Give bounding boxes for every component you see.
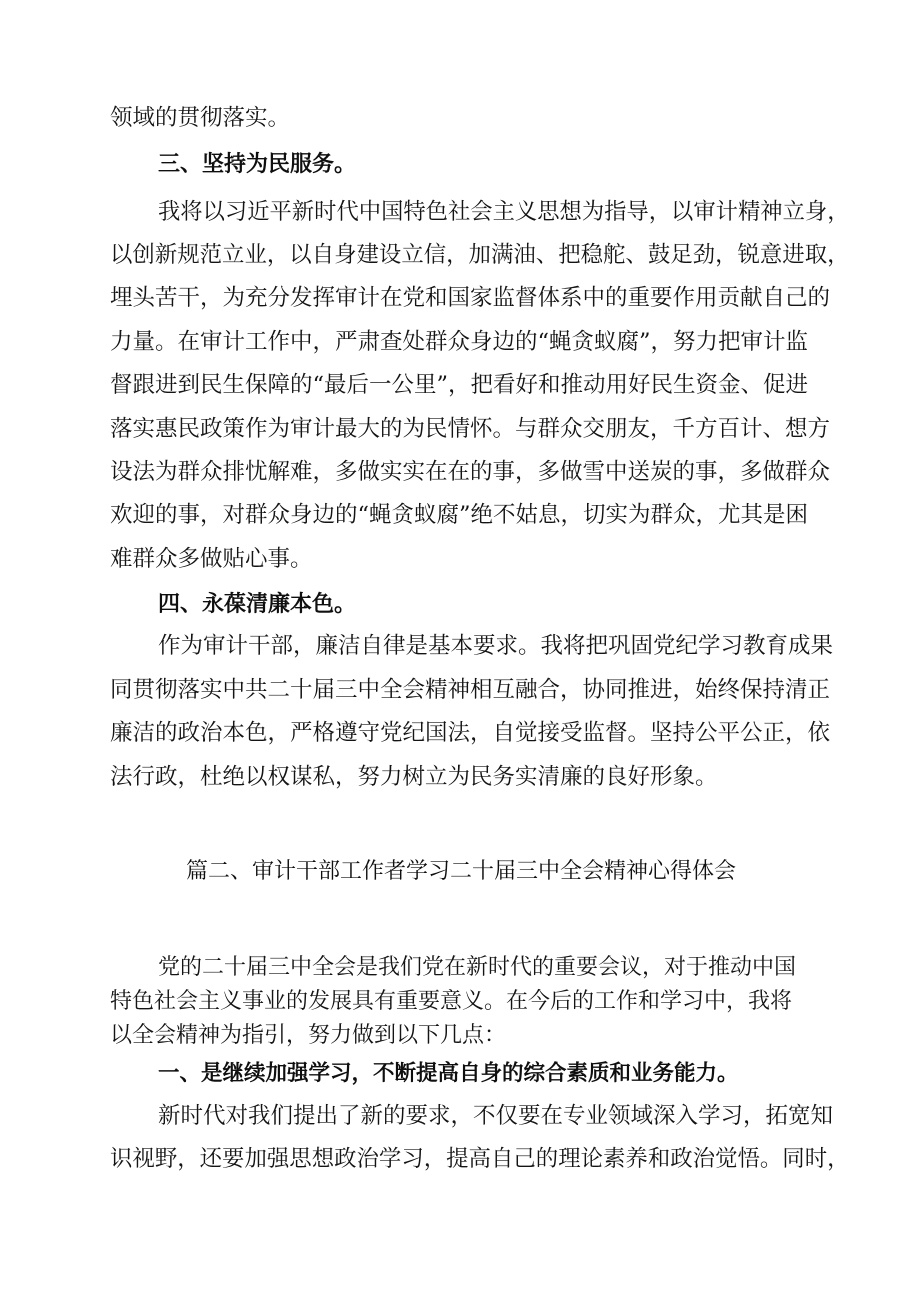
paragraph-line: 领域的贯彻落实。 [110,105,291,131]
paragraph-line: 力量。在审计工作中，严肃查处群众身边的“蝇贪蚁腐”，努力把审计监 [110,329,809,355]
paragraph-line: 新时代对我们提出了新的要求，不仅要在专业领域深入学习，拓宽知 [158,1103,834,1129]
article-title: 篇二、审计干部工作者学习二十届三中全会精神心得体会 [186,859,737,884]
paragraph-line: 作为审计干部，廉洁自律是基本要求。我将把巩固党纪学习教育成果 [158,633,834,659]
section-heading-a: 一、是继续加强学习，不断提高自身的综合素质和业务能力。 [158,1061,739,1086]
paragraph-line: 督跟进到民生保障的“最后一公里”，把看好和推动用好民生资金、促进 [110,372,809,398]
paragraph-line: 以创新规范立业，以自身建设立信，加满油、把稳舵、鼓足劲，锐意进取， [110,242,850,268]
section-heading-4: 四、永葆清廉本色。 [158,592,357,617]
paragraph-line: 以全会精神为指引，努力做到以下几点： [110,1023,507,1048]
paragraph-line: 法行政，杜绝以权谋私，努力树立为民务实清廉的良好形象。 [110,764,718,790]
section-heading-3: 三、坚持为民服务。 [158,152,357,177]
paragraph-line: 难群众多做贴心事。 [110,546,313,572]
paragraph-line: 同贯彻落实中共二十届三中全会精神相互融合，协同推进，始终保持清正 [110,677,831,703]
paragraph-line: 特色社会主义事业的发展具有重要意义。在今后的工作和学习中，我将 [110,989,793,1014]
paragraph-line: 我将以习近平新时代中国特色社会主义思想为指导，以审计精神立身， [158,199,850,225]
paragraph-line: 识视野，还要加强思想政治学习，提高自己的理论素养和政治觉悟。同时， [110,1146,850,1172]
paragraph-line: 落实惠民政策作为审计最大的为民情怀。与群众交朋友，千方百计、想方 [110,416,831,442]
paragraph-line: 设法为群众排忧解难，多做实实在在的事，多做雪中送炭的事，多做群众 [110,459,831,485]
paragraph-line: 埋头苦干，为充分发挥审计在党和国家监督体系中的重要作用贡献自己的 [110,285,831,311]
paragraph-line: 廉洁的政治本色，严格遵守党纪国法，自觉接受监督。坚持公平公正，依 [110,720,831,746]
paragraph-line: 欢迎的事，对群众身边的“蝇贪蚁腐”绝不姑息，切实为群众，尤其是困 [110,502,809,528]
paragraph-line: 党的二十届三中全会是我们党在新时代的重要会议，对于推动中国 [158,955,797,980]
